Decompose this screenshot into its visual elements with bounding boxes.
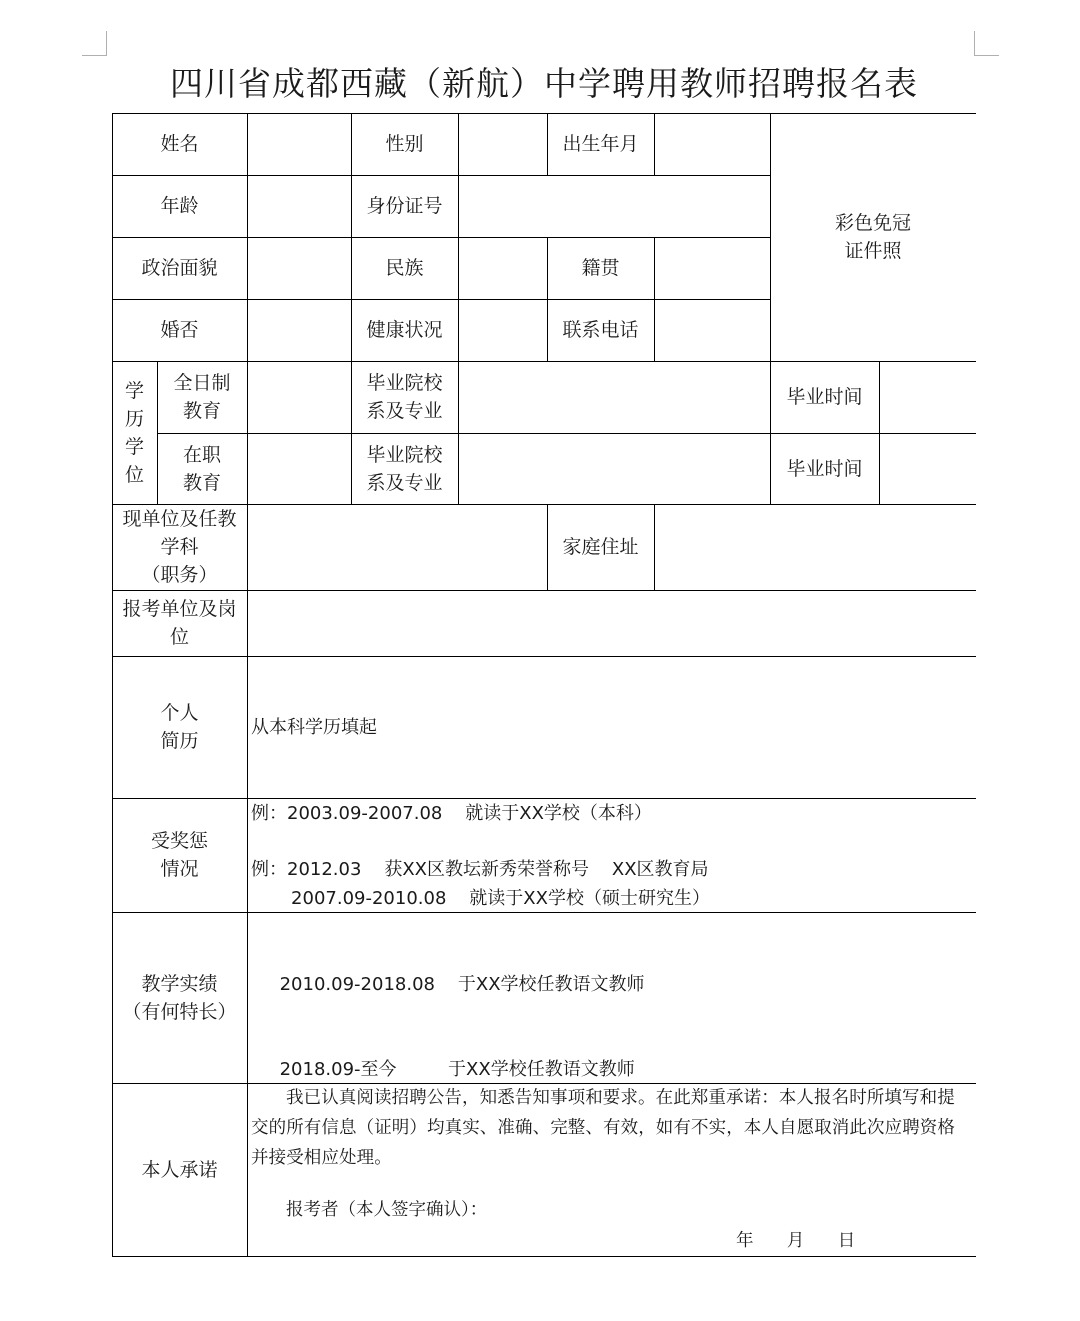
label-text: 现单位及任教 学科 （职务）	[122, 508, 237, 586]
field-phone[interactable]	[655, 300, 770, 361]
label-text: 在职 教育	[182, 443, 221, 494]
pledge-signature[interactable]: 报考者（本人签字确认）：	[286, 1200, 488, 1220]
label-text: 毕业院校 系及专业	[366, 372, 443, 422]
field-grad-time-1[interactable]	[880, 362, 976, 433]
label-text: 受奖惩 情况	[150, 830, 208, 880]
label-text: 民族	[385, 257, 424, 279]
label-apply-unit	[112, 590, 247, 656]
photo-box[interactable]	[770, 113, 976, 361]
resume-line: 2018.09-至今 于XX学校任教语文教师	[251, 1059, 635, 1080]
label-text: 本人承诺	[141, 1158, 218, 1181]
label-text: 出生年月	[562, 133, 639, 155]
awards-example: 例：2012.03 获XX区教坛新秀荣誉称号 XX区教育局	[251, 859, 709, 880]
resume-line: 2007.09-2010.08 就读于XX学校（硕士研究生）	[251, 888, 710, 909]
label-text: 学 历 学 位	[124, 379, 144, 486]
label-text: 政治面貌	[141, 257, 218, 279]
field-apply-unit[interactable]	[248, 591, 976, 656]
label-pledge	[112, 1083, 247, 1256]
label-school-major-1	[351, 361, 458, 433]
label-gender	[351, 113, 458, 175]
field-inservice[interactable]	[248, 434, 351, 504]
label-text: 个人 简历	[160, 702, 199, 752]
label-text: 家庭住址	[562, 536, 639, 558]
label-text: 毕业时间	[786, 457, 863, 480]
resume-line: 例：2003.09-2007.08 就读于XX学校（本科）	[251, 802, 652, 824]
label-fulltime	[157, 361, 247, 433]
field-ethnicity[interactable]	[459, 238, 547, 299]
label-text: 姓名	[160, 133, 199, 155]
label-health	[351, 299, 458, 361]
label-name	[112, 113, 247, 175]
field-marital[interactable]	[248, 300, 351, 361]
label-grad-time-1	[770, 361, 879, 433]
field-grad-time-2[interactable]	[880, 434, 976, 504]
field-political[interactable]	[248, 238, 351, 299]
field-health[interactable]	[459, 300, 547, 361]
field-id-number[interactable]	[459, 176, 770, 237]
label-text: 性别	[385, 133, 424, 155]
table-line	[112, 1256, 976, 1257]
label-resume	[112, 656, 247, 798]
field-achievements[interactable]	[248, 913, 976, 1083]
label-text: 教学实绩 （有何特长）	[122, 972, 237, 1023]
label-hometown	[547, 237, 654, 299]
form-title: 四川省成都西藏（新航）中学聘用教师招聘报名表	[170, 64, 918, 103]
label-age	[112, 175, 247, 237]
label-phone	[547, 299, 654, 361]
field-name[interactable]	[248, 114, 351, 175]
field-birth[interactable]	[655, 114, 770, 175]
label-political	[112, 237, 247, 299]
field-age[interactable]	[248, 176, 351, 237]
field-address[interactable]	[655, 505, 976, 590]
label-id-number	[351, 175, 458, 237]
label-text: 毕业院校 系及专业	[366, 443, 443, 494]
label-birth	[547, 113, 654, 175]
label-address	[547, 504, 654, 590]
label-achievements	[112, 912, 247, 1083]
label-text: 报考单位及岗 位	[122, 598, 237, 648]
field-current-unit[interactable]	[248, 505, 547, 590]
label-grad-time-2	[770, 433, 879, 504]
label-education-group	[112, 361, 157, 504]
field-school-major-1[interactable]	[459, 362, 770, 433]
label-text: 籍贯	[581, 257, 620, 279]
label-text: 健康状况	[366, 319, 443, 341]
pledge-block	[251, 1083, 969, 1251]
label-school-major-2	[351, 433, 458, 504]
label-text: 婚否	[160, 319, 199, 341]
label-ethnicity	[351, 237, 458, 299]
pledge-text: 我已认真阅读招聘公告，知悉告知事项和要求。在此郑重承诺：本人报名时所填写和提交的所有信息（证明）均真实、准确、完整、有效，如有不实，本人自愿取消此次应聘资格并接受相应处理。	[251, 1088, 955, 1168]
label-marital	[112, 299, 247, 361]
pledge-date[interactable]: 年 月 日	[736, 1231, 856, 1251]
field-awards[interactable]	[251, 799, 971, 911]
label-text: 全日制 教育	[173, 372, 231, 422]
label-text: 毕业时间	[786, 386, 863, 408]
label-text: 联系电话	[562, 319, 639, 341]
label-text: 身份证号	[366, 195, 443, 217]
resume-line: 从本科学历填起	[251, 717, 377, 738]
photo-label: 彩色免冠 证件照	[834, 212, 911, 262]
label-current-unit	[112, 504, 247, 590]
field-school-major-2[interactable]	[459, 434, 770, 504]
label-awards	[112, 798, 247, 912]
field-fulltime[interactable]	[248, 362, 351, 433]
field-hometown[interactable]	[655, 238, 770, 299]
field-gender[interactable]	[459, 114, 547, 175]
resume-line: 2010.09-2018.08 于XX学校任教语文教师	[251, 973, 645, 995]
label-inservice	[157, 433, 247, 504]
label-text: 年龄	[160, 195, 199, 217]
